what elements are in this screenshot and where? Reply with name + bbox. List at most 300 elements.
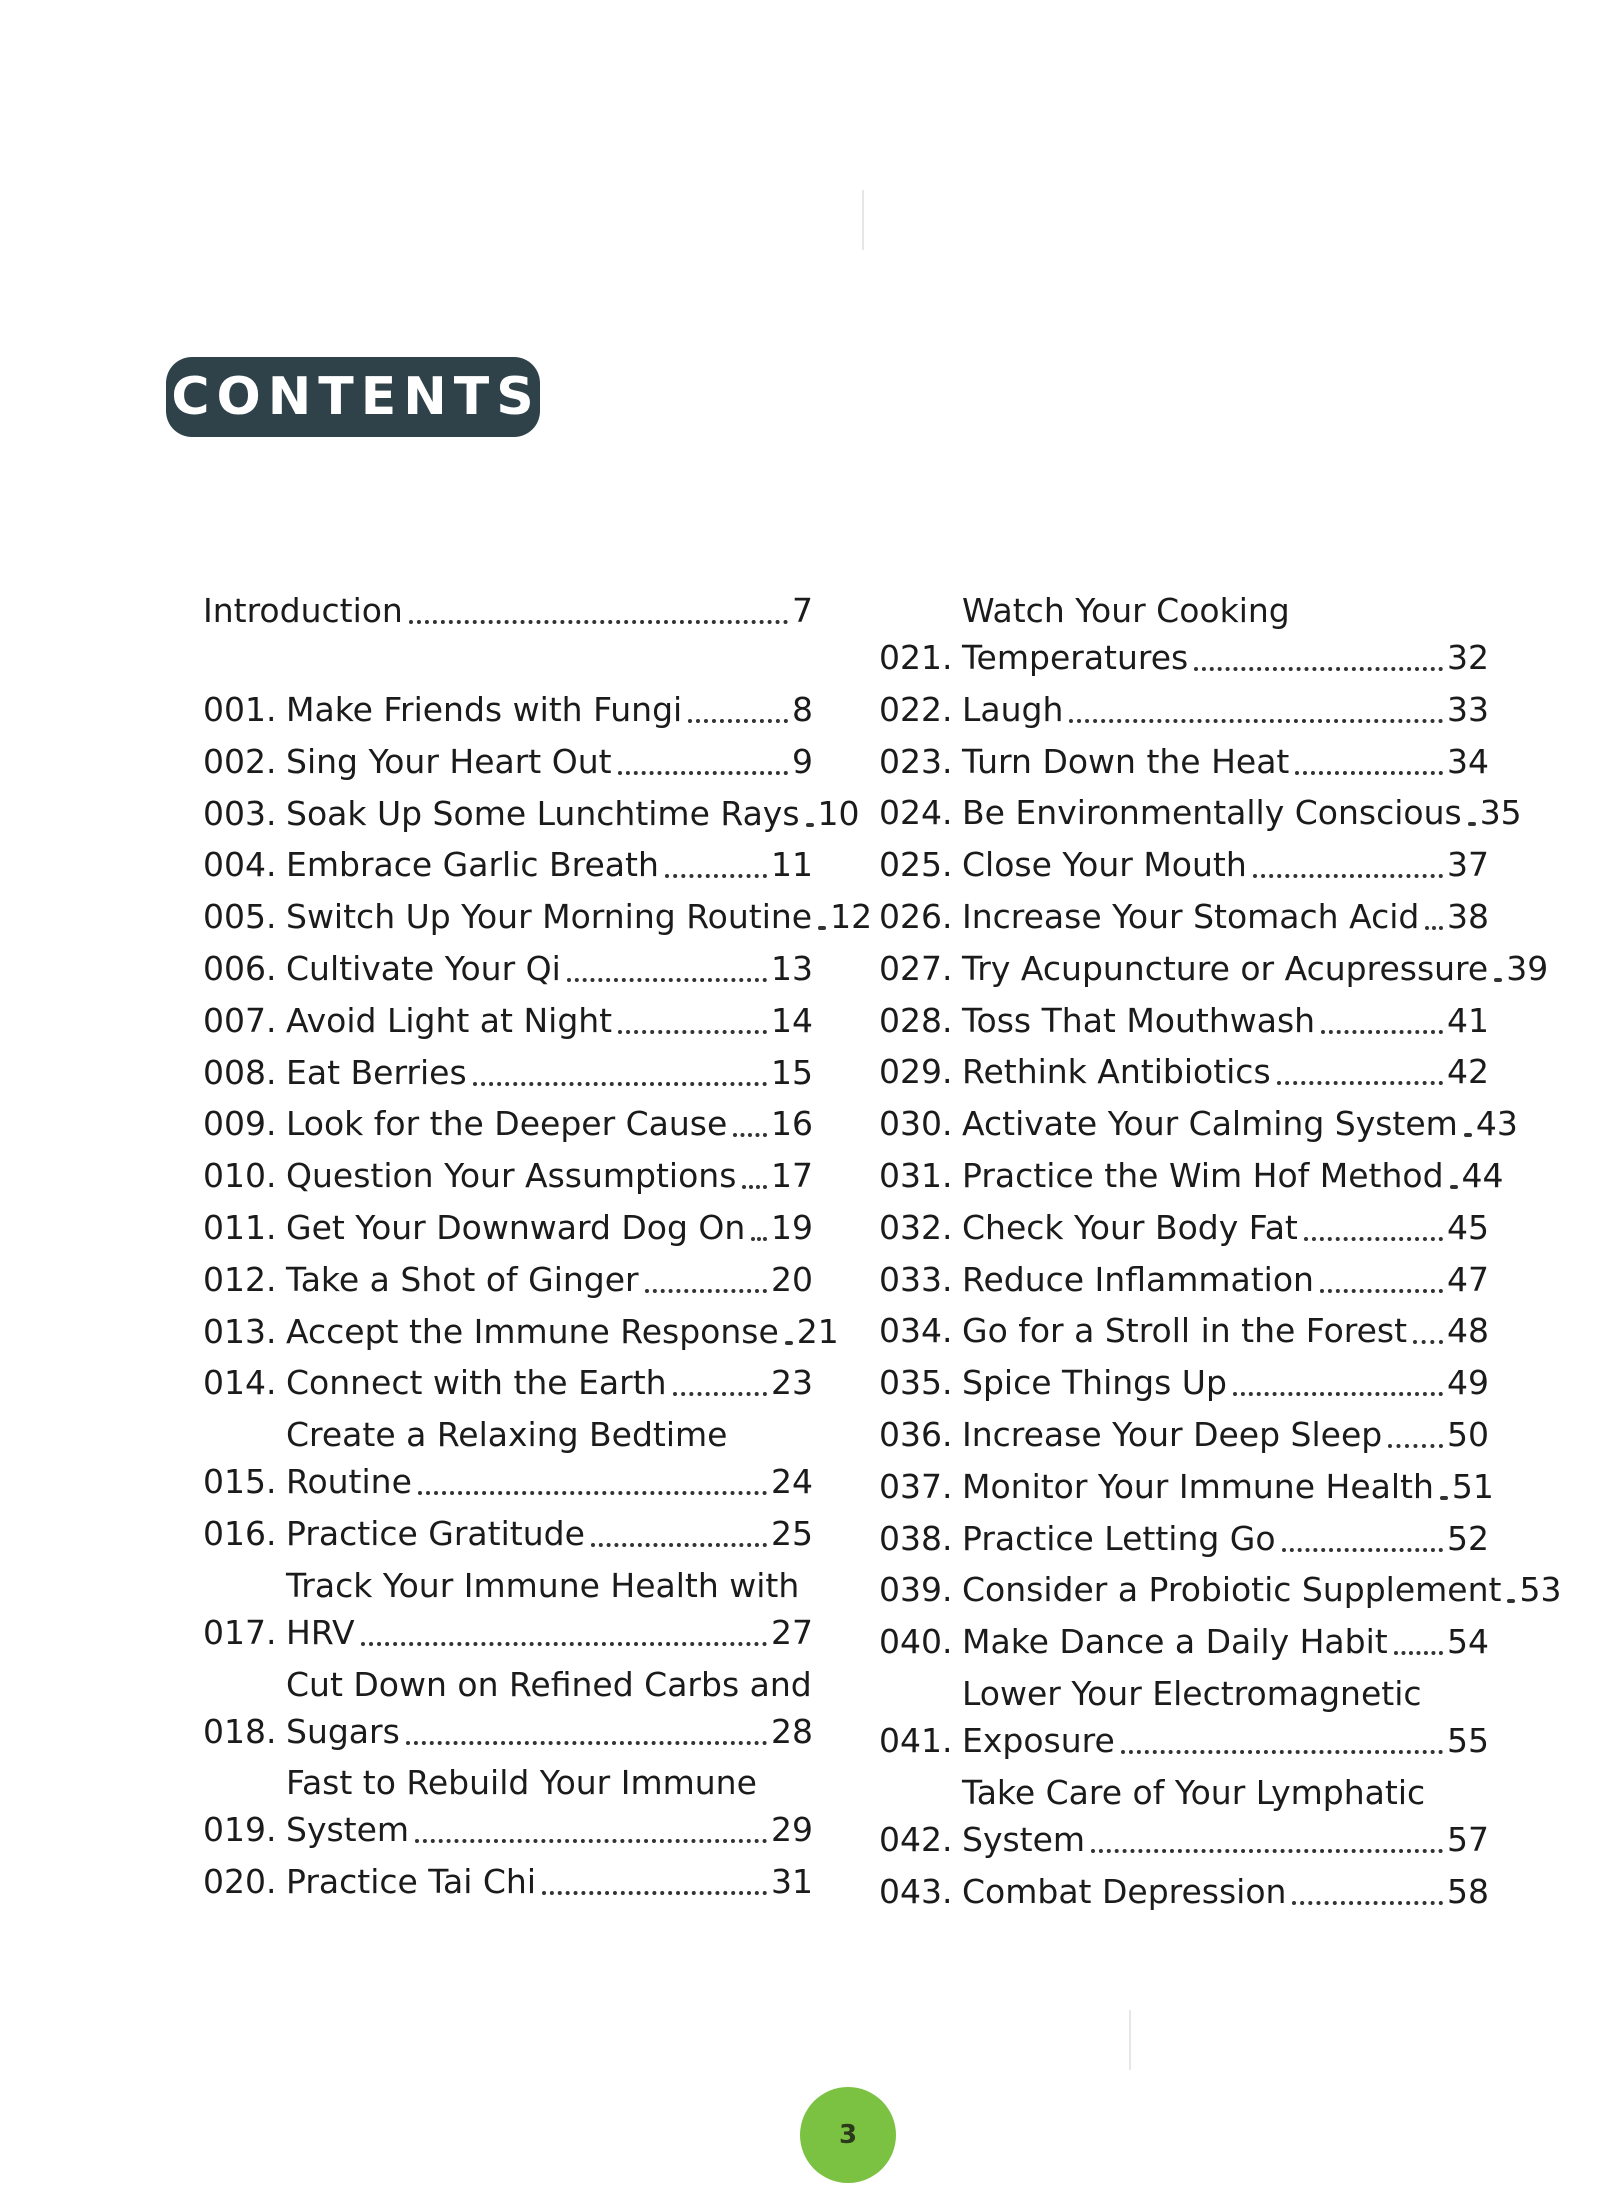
toc-entry-page: 38: [1447, 896, 1489, 936]
toc-entry-page: 49: [1447, 1363, 1489, 1403]
toc-entry-title: Sing Your Heart Out: [286, 741, 612, 781]
dot-leader: [409, 620, 788, 624]
toc-entry-title: Switch Up Your Morning Routine: [286, 897, 813, 937]
dot-leader: [1394, 1651, 1443, 1655]
toc-entry-number: 012.: [203, 1259, 277, 1299]
dot-leader: [1194, 667, 1443, 671]
toc-title-line: [962, 789, 1522, 836]
toc-entry-number: 004.: [203, 845, 277, 885]
toc-entry[interactable]: [879, 945, 1549, 992]
toc-entry-page: 34: [1447, 741, 1489, 781]
toc-right-column: [879, 587, 1562, 1919]
toc-entry-page: 20: [771, 1259, 813, 1299]
toc-title-line: [286, 1100, 813, 1147]
toc-entry[interactable]: [203, 1411, 813, 1505]
scan-artifact-line: [862, 190, 864, 250]
dot-leader: [618, 771, 788, 775]
toc-title-line: [962, 1048, 1489, 1095]
toc-title-line: [286, 997, 813, 1044]
toc-entry-number: 031.: [879, 1155, 953, 1195]
toc-entry-title: HRV: [286, 1612, 355, 1652]
toc-entry-number: 026.: [879, 896, 953, 936]
toc-entry-body: [286, 1359, 813, 1406]
toc-entry-body: [286, 893, 873, 940]
toc-entry-number: 035.: [879, 1363, 953, 1403]
toc-entry[interactable]: [879, 1256, 1489, 1303]
toc-entry-title: Get Your Downward Dog On: [286, 1207, 746, 1247]
toc-entry[interactable]: [879, 1307, 1489, 1354]
toc-entry-title-line1: Take Care of Your Lymphatic: [962, 1772, 1426, 1812]
dot-leader: [1295, 771, 1443, 775]
toc-entry[interactable]: [879, 997, 1489, 1044]
toc-entry-page: 35: [1479, 793, 1522, 833]
toc-entry-number: 030.: [879, 1104, 953, 1144]
toc-entry-number: 021.: [879, 638, 953, 677]
toc-entry-body: [962, 1204, 1489, 1251]
toc-entry-body: [962, 997, 1489, 1044]
page-number-badge: [800, 2087, 896, 2183]
dot-leader: [1069, 719, 1443, 723]
toc-title-line: [962, 997, 1489, 1044]
toc-entry-title: Temperatures: [962, 638, 1189, 677]
dot-leader: [1121, 1750, 1443, 1754]
toc-entry-body: [286, 945, 813, 992]
toc-entry[interactable]: [203, 1100, 813, 1147]
dot-leader: [418, 1491, 767, 1495]
toc-entry-title: Accept the Immune Response: [286, 1311, 779, 1351]
toc-entry-body: [962, 893, 1489, 940]
toc-entry-number: 016.: [203, 1513, 277, 1553]
toc-entry-page: 48: [1447, 1311, 1489, 1351]
toc-entry-title-line1: Lower Your Electromagnetic: [962, 1673, 1422, 1713]
toc-entry-page: 57: [1447, 1819, 1489, 1859]
toc-entry-body: [962, 1307, 1489, 1354]
toc-entry[interactable]: [203, 997, 813, 1044]
toc-title-line: [962, 738, 1489, 785]
toc-entry-page: 16: [771, 1104, 813, 1144]
toc-entry-page: 29: [771, 1810, 813, 1850]
toc-entry-title: Make Dance a Daily Habit: [962, 1622, 1388, 1662]
toc-entry-body: [203, 587, 813, 634]
toc-entry-page: 17: [771, 1156, 813, 1196]
toc-entry-body: [962, 1515, 1489, 1562]
toc-entry-body: [962, 789, 1522, 836]
toc-title-line: [962, 1256, 1489, 1303]
toc-entry-number: 011.: [203, 1207, 277, 1247]
toc-entry-number: 036.: [879, 1414, 953, 1454]
toc-entry-title: Be Environmentally Conscious: [962, 793, 1462, 833]
toc-entry[interactable]: [879, 893, 1489, 940]
toc-entry-title-line1: Create a Relaxing Bedtime: [286, 1415, 728, 1455]
toc-entry-title: Cultivate Your Qi: [286, 948, 561, 988]
toc-entry-title: Practice Tai Chi: [286, 1862, 536, 1902]
toc-entry[interactable]: [203, 841, 813, 888]
dot-leader: [751, 1237, 767, 1241]
toc-entry-title: Introduction: [203, 591, 403, 630]
toc-entry-title: Exposure: [962, 1720, 1115, 1760]
toc-entry-title: Consider a Probiotic Supplement: [962, 1570, 1502, 1610]
toc-entry-body: [962, 1152, 1504, 1199]
toc-entry-title: Practice the Wim Hof Method: [962, 1155, 1444, 1195]
dot-leader: [785, 1341, 793, 1345]
toc-entry-title-line1: Cut Down on Refined Carbs and: [286, 1664, 812, 1704]
toc-entry-body: [286, 686, 813, 733]
toc-entry[interactable]: [203, 1308, 839, 1355]
toc-entry-number: 020.: [203, 1862, 277, 1902]
toc-entry[interactable]: [879, 587, 1489, 681]
toc-left-list: [203, 686, 873, 1905]
toc-entry-body: [962, 1256, 1489, 1303]
scan-artifact-line: [1129, 2010, 1131, 2070]
toc-entry-page: 31: [771, 1862, 813, 1902]
toc-right-list: [879, 587, 1562, 1915]
dot-leader: [1494, 978, 1502, 982]
toc-entry-page: 37: [1447, 845, 1489, 885]
toc-entry-page: 15: [771, 1052, 813, 1092]
toc-entry-page: 51: [1451, 1466, 1494, 1506]
toc-title-line: [962, 1868, 1489, 1915]
toc-entry-body: [962, 587, 1489, 681]
toc-entry-number: 002.: [203, 741, 277, 781]
toc-title-line: [962, 1204, 1489, 1251]
dot-leader: [1292, 1901, 1443, 1905]
toc-title-line: [286, 893, 873, 940]
dot-leader: [415, 1839, 767, 1843]
toc-entry-number: 043.: [879, 1871, 953, 1911]
toc-entry-body: [286, 1152, 813, 1199]
toc-entry-body: [962, 1411, 1489, 1458]
toc-entry-title: Practice Letting Go: [962, 1518, 1276, 1558]
toc-entry-body: [962, 1618, 1489, 1665]
toc-entry-body: [962, 1359, 1489, 1406]
dot-leader: [542, 1891, 767, 1895]
toc-entry-number: 037.: [879, 1466, 953, 1506]
toc-entry-introduction[interactable]: [203, 587, 813, 634]
toc-entry-title: Spice Things Up: [962, 1363, 1227, 1403]
toc-entry-number: 039.: [879, 1570, 953, 1610]
toc-entry-number: 015.: [203, 1462, 277, 1502]
toc-entry[interactable]: [203, 1049, 813, 1096]
toc-entry-title: Practice Gratitude: [286, 1513, 585, 1553]
toc-entry-page: 7: [792, 591, 813, 630]
toc-title-line: [962, 1463, 1494, 1510]
toc-entry-body: [962, 841, 1489, 888]
toc-entry-body: [962, 686, 1489, 733]
toc-title-line: [286, 1510, 813, 1557]
toc-entry[interactable]: [203, 686, 813, 733]
toc-entry-body: [286, 1562, 813, 1656]
toc-entry-title: Go for a Stroll in the Forest: [962, 1311, 1408, 1351]
dot-leader: [361, 1642, 767, 1646]
toc-entry-page: 8: [792, 690, 813, 729]
toc-entry[interactable]: [879, 1204, 1489, 1251]
dot-leader: [618, 1030, 767, 1034]
toc-entry-number: 029.: [879, 1052, 953, 1092]
toc-entry-number: 025.: [879, 845, 953, 885]
page-number: 3: [838, 2120, 858, 2150]
toc-title-line: [286, 1049, 813, 1096]
toc-entry-title: Laugh: [962, 689, 1064, 729]
toc-entry[interactable]: [203, 893, 873, 940]
toc-entry[interactable]: [203, 1152, 813, 1199]
toc-entry-page: 25: [771, 1513, 813, 1553]
toc-entry-page: 21: [796, 1311, 839, 1351]
toc-entry-number: 013.: [203, 1311, 277, 1351]
toc-title-line: [286, 738, 813, 785]
toc-entry-number: 022.: [879, 689, 953, 729]
dot-leader: [688, 719, 788, 723]
toc-entry-title: Try Acupuncture or Acupressure: [962, 948, 1489, 988]
toc-entry[interactable]: [879, 1048, 1489, 1095]
toc-entry[interactable]: [879, 686, 1489, 733]
toc-entry-number: 023.: [879, 741, 953, 781]
dot-leader: [1233, 1392, 1443, 1396]
toc-entry[interactable]: [879, 1411, 1489, 1458]
dot-leader: [1507, 1599, 1515, 1603]
toc-entry-title: Rethink Antibiotics: [962, 1052, 1271, 1092]
toc-entry-body: [962, 1769, 1489, 1863]
toc-entry-page: 43: [1475, 1104, 1518, 1144]
toc-entry-page: 12: [830, 897, 873, 937]
toc-title-line: [962, 1307, 1489, 1354]
toc-entry-body: [962, 945, 1549, 992]
toc-title-line: [962, 945, 1549, 992]
toc-entry-title: Increase Your Deep Sleep: [962, 1414, 1383, 1454]
toc-entry[interactable]: [203, 1661, 813, 1755]
contents-heading: CONTENTS: [171, 367, 541, 427]
toc-entry-body: [962, 1463, 1494, 1510]
contents-heading-badge: [166, 357, 540, 437]
toc-entry[interactable]: [879, 1670, 1489, 1764]
dot-leader: [1277, 1081, 1443, 1085]
toc-entry-page: 58: [1447, 1871, 1489, 1911]
toc-entry[interactable]: [879, 1359, 1489, 1406]
dot-leader: [591, 1543, 767, 1547]
toc-title-line: [286, 1858, 813, 1905]
toc-entry-body: [286, 790, 860, 837]
dot-leader: [473, 1082, 767, 1086]
toc-entry-title: Combat Depression: [962, 1871, 1287, 1911]
toc-title-line: [962, 1152, 1504, 1199]
toc-entry-title: Monitor Your Immune Health: [962, 1466, 1434, 1506]
toc-entry-body: [286, 841, 813, 888]
dot-leader: [1282, 1548, 1443, 1552]
toc-left-column: [203, 587, 873, 1910]
dot-leader: [567, 978, 767, 982]
toc-title-line: [962, 1100, 1518, 1147]
toc-entry-number: 010.: [203, 1156, 277, 1196]
toc-entry-title: Make Friends with Fungi: [286, 690, 683, 729]
toc-entry[interactable]: [203, 1359, 813, 1406]
toc-entry-number: 009.: [203, 1104, 277, 1144]
toc-entry-body: [962, 1100, 1518, 1147]
toc-entry[interactable]: [879, 1868, 1489, 1915]
toc-entry-page: 41: [1447, 1000, 1489, 1040]
toc-entry-number: 032.: [879, 1207, 953, 1247]
toc-title-line: [286, 686, 813, 733]
toc-entry[interactable]: [203, 1759, 813, 1853]
toc-entry-title-line1: Track Your Immune Health with: [286, 1565, 800, 1605]
toc-entry-number: 019.: [203, 1810, 277, 1850]
toc-entry-body: [286, 1308, 839, 1355]
dot-leader: [1388, 1444, 1443, 1448]
toc-title-line: [962, 841, 1489, 888]
dot-leader: [733, 1133, 767, 1137]
toc-title-line: [962, 1411, 1489, 1458]
toc-entry-title: System: [962, 1819, 1086, 1859]
toc-entry-page: 53: [1519, 1570, 1562, 1610]
toc-title-line: [286, 1308, 839, 1355]
toc-entry[interactable]: [879, 1463, 1494, 1510]
toc-title-line: [962, 634, 1489, 681]
toc-entry-title: Soak Up Some Lunchtime Rays: [286, 793, 800, 833]
toc-entry-body: [286, 997, 813, 1044]
toc-entry-page: 55: [1447, 1720, 1489, 1760]
toc-entry[interactable]: [879, 1100, 1518, 1147]
toc-entry-title-line1: Fast to Rebuild Your Immune: [286, 1763, 757, 1803]
toc-title-line: [286, 790, 860, 837]
toc-entry[interactable]: [203, 738, 813, 785]
dot-leader: [1425, 926, 1443, 930]
toc-entry-page: 32: [1447, 638, 1489, 677]
toc-entry-number: 018.: [203, 1711, 277, 1751]
toc-entry-page: 45: [1447, 1207, 1489, 1247]
toc-title-line: [962, 1566, 1562, 1613]
toc-entry-body: [286, 738, 813, 785]
dot-leader: [1253, 874, 1443, 878]
toc-entry-page: 50: [1447, 1414, 1489, 1454]
toc-entry[interactable]: [879, 841, 1489, 888]
toc-entry-page: 39: [1506, 948, 1549, 988]
toc-entry[interactable]: [203, 1858, 813, 1905]
toc-title-line: [286, 1152, 813, 1199]
dot-leader: [1440, 1496, 1448, 1500]
toc-title-line: [962, 1717, 1489, 1764]
toc-entry[interactable]: [203, 1562, 813, 1656]
toc-entry-page: 10: [817, 793, 860, 833]
toc-entry-page: 27: [771, 1612, 813, 1652]
toc-title-line: [286, 945, 813, 992]
toc-title-line: [962, 893, 1489, 940]
toc-entry-title: Take a Shot of Ginger: [286, 1259, 639, 1299]
toc-entry-body: [286, 1256, 813, 1303]
toc-entry-number: 014.: [203, 1363, 277, 1403]
toc-title-line: [286, 1256, 813, 1303]
toc-entry-title: Turn Down the Heat: [962, 741, 1290, 781]
toc-entry-page: 47: [1447, 1259, 1489, 1299]
toc-title-line: [962, 1515, 1489, 1562]
toc-entry-body: [286, 1100, 813, 1147]
toc-entry-number: 028.: [879, 1000, 953, 1040]
toc-entry[interactable]: [879, 1152, 1504, 1199]
toc-entry-number: 003.: [203, 793, 277, 833]
toc-entry-body: [286, 1411, 813, 1505]
dot-leader: [1464, 1133, 1472, 1137]
toc-entry-title: Activate Your Calming System: [962, 1104, 1458, 1144]
toc-entry-body: [286, 1049, 813, 1096]
toc-entry-page: 33: [1447, 689, 1489, 729]
toc-title-line: [203, 587, 813, 634]
dot-leader: [665, 874, 767, 878]
toc-entry-body: [962, 1670, 1489, 1764]
toc-entry-number: 006.: [203, 948, 277, 988]
toc-title-line: [286, 1359, 813, 1406]
toc-title-line: [286, 841, 813, 888]
toc-entry[interactable]: [203, 945, 813, 992]
toc-entry-page: 23: [771, 1363, 813, 1403]
dot-leader: [1304, 1237, 1443, 1241]
toc-entry[interactable]: [879, 1618, 1489, 1665]
toc-entry[interactable]: [203, 1256, 813, 1303]
toc-entry-title: Eat Berries: [286, 1052, 467, 1092]
toc-entry-number: 024.: [879, 793, 953, 833]
dot-leader: [1468, 822, 1476, 826]
toc-entry-title-line1: Watch Your Cooking: [962, 591, 1290, 630]
toc-entry[interactable]: [203, 1204, 813, 1251]
toc-entry[interactable]: [879, 738, 1489, 785]
toc-entry[interactable]: [203, 1510, 813, 1557]
toc-entry-page: 9: [792, 741, 813, 781]
toc-entry-title: Avoid Light at Night: [286, 1000, 613, 1040]
dot-leader: [742, 1185, 767, 1189]
toc-entry-title: Close Your Mouth: [962, 845, 1247, 885]
toc-entry-body: [286, 1661, 813, 1755]
toc-entry-number: 017.: [203, 1612, 277, 1652]
toc-entry-page: 11: [771, 845, 813, 885]
dot-leader: [806, 823, 814, 827]
toc-entry-page: 19: [771, 1207, 813, 1247]
toc-entry-number: 033.: [879, 1259, 953, 1299]
toc-entry-body: [962, 738, 1489, 785]
toc-entry-page: 54: [1447, 1622, 1489, 1662]
toc-entry[interactable]: [879, 1769, 1489, 1863]
toc-entry-body: [286, 1204, 813, 1251]
toc-entry-body: [962, 1868, 1489, 1915]
toc-entry[interactable]: [203, 790, 860, 837]
toc-entry[interactable]: [879, 1566, 1562, 1613]
toc-entry[interactable]: [879, 1515, 1489, 1562]
toc-entry-body: [286, 1858, 813, 1905]
toc-entry-page: 44: [1461, 1155, 1504, 1195]
toc-entry-title: Check Your Body Fat: [962, 1207, 1298, 1247]
toc-entry-title: Question Your Assumptions: [286, 1156, 737, 1196]
toc-entry-number: 007.: [203, 1000, 277, 1040]
toc-title-line: [962, 1816, 1489, 1863]
toc-entry-body: [962, 1048, 1489, 1095]
toc-entry-page: 42: [1447, 1052, 1489, 1092]
toc-title-line: [286, 1609, 813, 1656]
dot-leader: [1320, 1289, 1443, 1293]
toc-entry-title: Toss That Mouthwash: [962, 1000, 1316, 1040]
toc-entry-number: 001.: [203, 690, 277, 729]
dot-leader: [1091, 1849, 1443, 1853]
toc-entry-title: Look for the Deeper Cause: [286, 1104, 728, 1144]
toc-entry-page: 13: [771, 948, 813, 988]
toc-title-line: [962, 686, 1489, 733]
toc-entry[interactable]: [879, 789, 1522, 836]
dot-leader: [1450, 1185, 1458, 1189]
toc-entry-page: 28: [771, 1711, 813, 1751]
toc-entry-number: 027.: [879, 948, 953, 988]
toc-entry-number: 008.: [203, 1052, 277, 1092]
toc-entry-body: [286, 1510, 813, 1557]
toc-entry-number: 034.: [879, 1311, 953, 1351]
toc-title-line: [286, 1708, 813, 1755]
toc-entry-page: 24: [771, 1462, 813, 1502]
toc-entry-body: [286, 1759, 813, 1853]
toc-title-line: [286, 1204, 813, 1251]
dot-leader: [1321, 1030, 1443, 1034]
